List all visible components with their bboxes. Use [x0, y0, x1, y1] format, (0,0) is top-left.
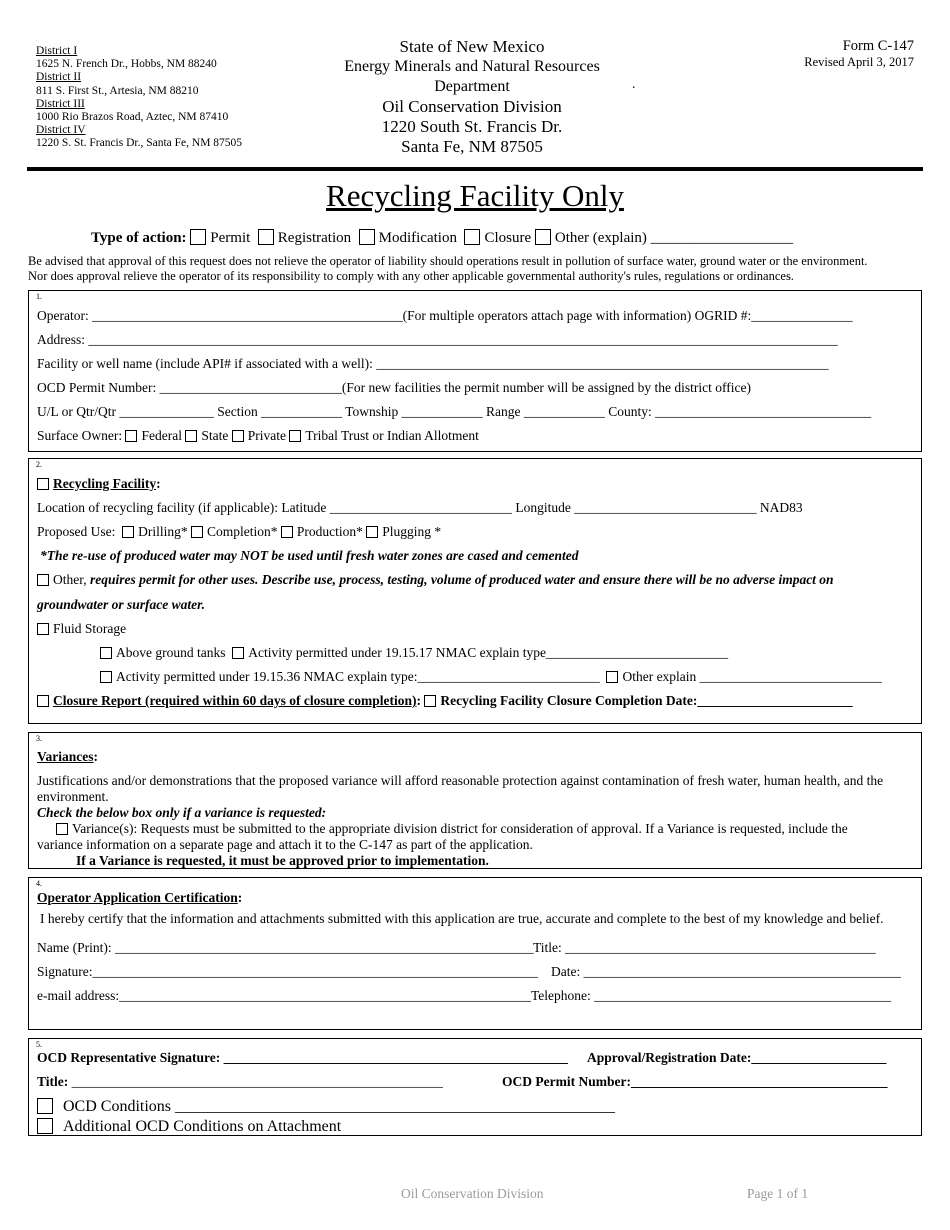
justification-line: environment.	[37, 789, 109, 804]
district-address: 1000 Rio Brazos Road, Aztec, NM 87410	[36, 111, 229, 124]
additional-conditions-label: Additional OCD Conditions on Attachment	[63, 1118, 342, 1135]
advisory	[28, 254, 868, 283]
additional-conditions-checkbox[interactable]	[37, 1118, 53, 1134]
closure-date-field[interactable]: Recycling Facility Closure Completion Date:_______________________	[440, 693, 853, 708]
closure-checkbox[interactable]	[464, 229, 480, 245]
form-id: Form C-147	[842, 38, 914, 54]
closure-report-label: Closure Report (required within 60 days of closure completion)	[53, 693, 417, 708]
activity-17-field[interactable]: Activity permitted under 19.15.17 NMAC explain type___________________________	[248, 645, 729, 660]
additional-conditions-row	[37, 1118, 341, 1136]
tribal-checkbox[interactable]	[289, 430, 301, 442]
proposed-use-label: Proposed Use:	[37, 524, 116, 539]
heading-colon: :	[237, 890, 243, 905]
above-ground-checkbox[interactable]	[100, 647, 112, 659]
district-address: 1625 N. French Dr., Hobbs, NM 88240	[36, 58, 217, 71]
ocd-rep-signature-field[interactable]: OCD Representative Signature: ___________________________________________________	[37, 1050, 568, 1065]
modification-checkbox[interactable]	[359, 229, 375, 245]
name-field[interactable]: Name (Print): ______________________________________________________________	[37, 940, 534, 955]
section-2	[28, 458, 922, 724]
page-title: Recycling Facility Only	[326, 178, 624, 213]
variances-heading: Variances	[37, 749, 94, 764]
surface-owner-label: Surface Owner:	[37, 428, 123, 443]
district-list	[36, 45, 242, 151]
agency-line: 1220 South St. Francis Dr.	[381, 117, 563, 136]
form-revised: Revised April 3, 2017	[804, 55, 914, 69]
ocd-title-field[interactable]: _______________________________________________________	[68, 1074, 443, 1089]
agency-line: Department	[434, 78, 510, 95]
section-number: 4.	[36, 879, 42, 888]
section-5	[28, 1038, 922, 1136]
title-field[interactable]: Title: ______________________________________________	[533, 940, 876, 955]
location-fields[interactable]: U/L or Qtr/Qtr ______________ Section ____________ Township ____________ Range ____________ County: ________________________________	[37, 404, 872, 419]
justification-line: Justifications and/or demonstrations that the proposed variance will afford reasonable protection against contamination of fresh water, human health, and the	[37, 773, 884, 788]
district-name: District III	[36, 97, 85, 110]
ocd-conditions-checkbox[interactable]	[37, 1098, 53, 1114]
variance-line: variance information on a separate page and attach it to the C-147 as part of the application.	[37, 837, 533, 852]
district-address: 811 S. First St., Artesia, NM 88210	[36, 84, 199, 97]
ocd-title-row	[37, 1074, 443, 1090]
operator-field[interactable]: Operator: ______________________________________________(For multiple operators attach page with information) OGRID #:_______________	[37, 308, 853, 323]
other-action-label[interactable]: Other (explain) ___________________	[554, 230, 794, 246]
closure-report-checkbox[interactable]	[37, 695, 49, 707]
drilling-label: Drilling*	[138, 524, 188, 539]
completion-checkbox[interactable]	[191, 526, 203, 538]
other-explain-checkbox[interactable]	[606, 671, 618, 683]
ocd-permit-field[interactable]: OCD Permit Number: ___________________________(For new facilities the permit number will be assigned by the district office)	[37, 380, 752, 395]
section-number: 2.	[36, 460, 42, 469]
agency-block	[322, 37, 622, 157]
action-label: Type of action:	[91, 230, 187, 246]
ocd-title-label: Title:	[37, 1074, 69, 1089]
section-number: 3.	[36, 734, 42, 743]
footer-division: Oil Conservation Division	[401, 1186, 544, 1201]
agency-line: Santa Fe, NM 87505	[401, 137, 543, 156]
closure-label: Closure	[484, 230, 532, 246]
activity-36-field[interactable]: Activity permitted under 19.15.36 NMAC explain type:___________________________	[116, 669, 600, 684]
section-number: 1.	[36, 292, 42, 301]
fluid-storage-row	[37, 621, 126, 637]
variances-heading-row	[37, 749, 98, 765]
closure-date-checkbox[interactable]	[424, 695, 436, 707]
district-address: 1220 S. St. Francis Dr., Santa Fe, NM 87505	[36, 137, 243, 150]
tribal-label: Tribal Trust or Indian Allotment	[305, 428, 479, 443]
federal-checkbox[interactable]	[125, 430, 137, 442]
activity-36-checkbox[interactable]	[100, 671, 112, 683]
registration-checkbox[interactable]	[258, 229, 274, 245]
activity-36-row	[100, 669, 882, 685]
state-checkbox[interactable]	[185, 430, 197, 442]
email-field[interactable]: e-mail address:_____________________________________________________________	[37, 988, 531, 1003]
section-number: 5.	[36, 1040, 42, 1049]
closure-report-row	[37, 693, 853, 709]
district-name: District II	[36, 71, 82, 84]
ocd-conditions-row	[37, 1098, 615, 1116]
heading-colon: :	[156, 476, 161, 491]
private-label: Private	[247, 428, 286, 443]
other-use-text: requires permit for other uses. Describe use, process, testing, volume of produced water and ensure there will be no adverse impact on	[89, 572, 834, 587]
footer-page: Page 1 of 1	[747, 1186, 809, 1201]
stray-dot: .	[632, 76, 636, 91]
advisory-line: Nor does approval relieve the operator of its responsibility to comply with any other applicable governmental authority's rules, regulations or ordinances.	[28, 268, 794, 283]
proposed-use-row	[37, 524, 441, 540]
ocd-permit-number-field[interactable]: OCD Permit Number:______________________________________	[502, 1074, 888, 1089]
closure-colon: :	[416, 693, 421, 708]
section-1	[28, 290, 922, 452]
variance-approval-note: If a Variance is requested, it must be approved prior to implementation.	[76, 853, 489, 868]
activity-17-checkbox[interactable]	[232, 647, 244, 659]
date-field[interactable]: Date: _______________________________________________	[551, 964, 901, 979]
justification-text	[37, 773, 883, 869]
permit-checkbox[interactable]	[190, 229, 206, 245]
above-ground-label: Above ground tanks	[116, 645, 226, 660]
recycling-facility-checkbox[interactable]	[37, 478, 49, 490]
other-use-text-cont: groundwater or surface water.	[37, 597, 206, 612]
state-label: State	[201, 428, 229, 443]
recycling-facility-row	[37, 476, 161, 492]
permit-label: Permit	[210, 230, 251, 246]
other-action-checkbox[interactable]	[535, 229, 551, 245]
approval-date-field[interactable]: Approval/Registration Date:____________________	[587, 1050, 887, 1065]
signature-field[interactable]: Signature:__________________________________________________________________	[37, 964, 538, 979]
address-field[interactable]: Address: _______________________________________________________________________________________________________________	[37, 332, 838, 347]
modification-label: Modification	[378, 230, 457, 246]
agency-line: State of New Mexico	[399, 37, 545, 56]
registration-label: Registration	[277, 230, 352, 246]
advisory-line: Be advised that approval of this request does not relieve the operator of liability should operations result in pollution of surface water, ground water or the environment.	[28, 254, 868, 268]
telephone-field[interactable]: Telephone: ____________________________________________	[531, 988, 892, 1003]
federal-label: Federal	[141, 428, 182, 443]
variance-line: Variance(s): Requests must be submitted to the appropriate division district for consideration of approval. If a Variance is requested, include the	[72, 821, 848, 836]
production-label: Production*	[296, 524, 363, 539]
district-name: District I	[36, 45, 78, 57]
reuse-note: *The re-use of produced water may NOT be used until fresh water zones are cased and cemented	[40, 548, 579, 563]
agency-line: Oil Conservation Division	[382, 97, 562, 116]
section-4	[28, 877, 922, 1030]
header-rule	[27, 167, 923, 171]
action-row	[91, 229, 793, 247]
certification-heading-row	[37, 890, 242, 906]
plugging-checkbox[interactable]	[366, 526, 378, 538]
facility-location-field[interactable]: Location of recycling facility (if applicable): Latitude ___________________________ Longitude ___________________________ NAD83	[37, 500, 803, 515]
certify-statement: I hereby certify that the information and attachments submitted with this application are true, accurate and complete to the best of my knowledge and belief.	[40, 911, 884, 926]
agency-line: Energy Minerals and Natural Resources	[344, 58, 600, 75]
certification-heading: Operator Application Certification	[37, 890, 238, 905]
other-use-checkbox[interactable]	[37, 574, 49, 586]
private-checkbox[interactable]	[232, 430, 244, 442]
district-name: District IV	[36, 124, 86, 137]
other-use-row	[37, 572, 834, 588]
other-use-label: Other,	[53, 572, 87, 587]
production-checkbox[interactable]	[281, 526, 293, 538]
variance-check-note: Check the below box only if a variance is requested:	[37, 805, 327, 820]
surface-owner-row	[37, 428, 479, 444]
heading-colon: :	[93, 749, 98, 764]
recycling-facility-heading: Recycling Facility	[53, 476, 157, 491]
fluid-storage-checkbox[interactable]	[37, 623, 49, 635]
fluid-storage-label: Fluid Storage	[53, 621, 127, 636]
drilling-checkbox[interactable]	[122, 526, 134, 538]
section-3	[28, 732, 922, 869]
ocd-conditions-field[interactable]: OCD Conditions _______________________________________________________	[63, 1098, 616, 1115]
above-ground-row	[100, 645, 728, 661]
form-id-block	[804, 38, 914, 70]
plugging-label: Plugging *	[382, 524, 442, 539]
completion-label: Completion*	[207, 524, 278, 539]
variance-checkbox[interactable]	[56, 823, 68, 835]
other-explain-field[interactable]: Other explain ___________________________	[622, 669, 882, 684]
facility-name-field[interactable]: Facility or well name (include API# if associated with a well): ___________________________________________________________________	[37, 356, 829, 371]
